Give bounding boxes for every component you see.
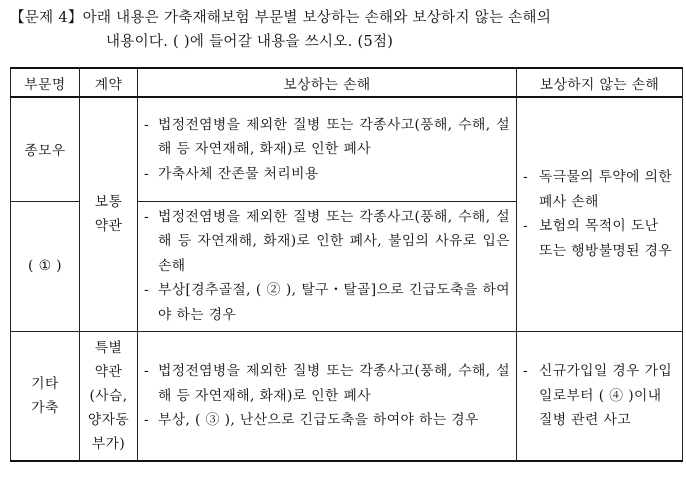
list-item-text: 법정전염병을 제외한 질병 또는 각종사고(풍해, 수해, 설해 등 자연재해, 화재)로 인한 폐사, 불임의 사유로 입은 손해 xyxy=(158,208,510,274)
list-item xyxy=(517,359,682,433)
list-dash: - xyxy=(144,165,150,182)
covered-cell xyxy=(138,331,517,461)
not-covered-cell-basic xyxy=(517,97,683,331)
section-cell: 종모우 xyxy=(11,97,80,201)
header-contract: 계약 xyxy=(80,68,138,97)
contract-cell-special xyxy=(80,331,138,461)
list-item-text: 법정전염병을 제외한 질병 또는 각종사고(풍해, 수해, 설해 등 자연재해, 화재)로 인한 폐사 xyxy=(158,363,510,404)
covered-cell xyxy=(138,97,517,201)
question-line1-text: 아래 내용은 가축재해보험 부문별 보상하는 손해와 보상하지 않는 손해의 xyxy=(82,10,552,26)
not-covered-cell-special xyxy=(517,331,683,461)
contract-line: 특별 xyxy=(94,339,123,356)
list-item xyxy=(517,214,682,263)
list-item-text: 부상, ( ③ ), 난산으로 긴급도축을 하여야 하는 경우 xyxy=(158,412,479,428)
list-dash: - xyxy=(144,282,150,299)
contract-line: 약관 xyxy=(94,363,123,380)
contract-line: (사슴, xyxy=(89,387,128,404)
list-item xyxy=(138,205,516,279)
question-line-1 xyxy=(10,6,682,30)
header-not-covered: 보상하지 않는 손해 xyxy=(517,68,683,97)
question-label: 【문제 4】 xyxy=(10,10,83,26)
coverage-table xyxy=(10,67,683,462)
contract-cell-basic xyxy=(80,97,138,331)
list-item-text: 보험의 목적이 도난 또는 행방불명된 경우 xyxy=(539,218,673,259)
list-item-text: 독극물의 투약에 의한 폐사 손해 xyxy=(539,169,673,210)
list-dash: - xyxy=(144,412,150,428)
list-dash: - xyxy=(523,363,529,379)
contract-line: 보통 xyxy=(94,194,123,211)
section-cell xyxy=(11,331,80,461)
list-item xyxy=(138,359,516,408)
covered-cell xyxy=(138,201,517,331)
list-item xyxy=(138,408,516,433)
section-line: 가축 xyxy=(31,399,59,416)
table-header-row xyxy=(11,68,683,97)
list-item-text: 부상[경추골절, ( ② ), 탈구・탈골]으로 긴급도축을 하여야 하는 경우 xyxy=(158,282,510,323)
list-item xyxy=(138,113,516,162)
list-item xyxy=(138,278,516,327)
section-cell: ( ① ) xyxy=(11,201,80,331)
list-dash: - xyxy=(144,208,150,225)
list-item xyxy=(517,165,682,214)
list-dash: - xyxy=(144,363,150,379)
contract-line: 부가) xyxy=(91,435,126,452)
contract-line: 양자동 xyxy=(87,411,130,428)
question-line-2: 내용이다. ( )에 들어갈 내용을 쓰시오. (5점) xyxy=(106,34,394,50)
list-item-text: 신규가입일 경우 가입일로부터 ( ④ )이내 질병 관련 사고 xyxy=(539,363,673,428)
list-item-text: 가축사체 잔존물 처리비용 xyxy=(158,165,319,182)
list-item-text: 법정전염병을 제외한 질병 또는 각종사고(풍해, 수해, 설해 등 자연재해, 화재)로 인한 폐사 xyxy=(158,116,510,157)
list-dash: - xyxy=(144,116,150,133)
section-line: 기타 xyxy=(31,375,59,392)
list-item xyxy=(138,162,516,187)
header-covered: 보상하는 손해 xyxy=(138,68,517,97)
table-row-other-livestock xyxy=(11,331,683,461)
list-dash: - xyxy=(523,218,529,235)
question-text xyxy=(10,6,682,54)
list-dash: - xyxy=(523,169,529,186)
header-section: 부문명 xyxy=(11,68,80,97)
contract-line: 약관 xyxy=(94,218,123,235)
table-row-bull xyxy=(11,97,683,201)
